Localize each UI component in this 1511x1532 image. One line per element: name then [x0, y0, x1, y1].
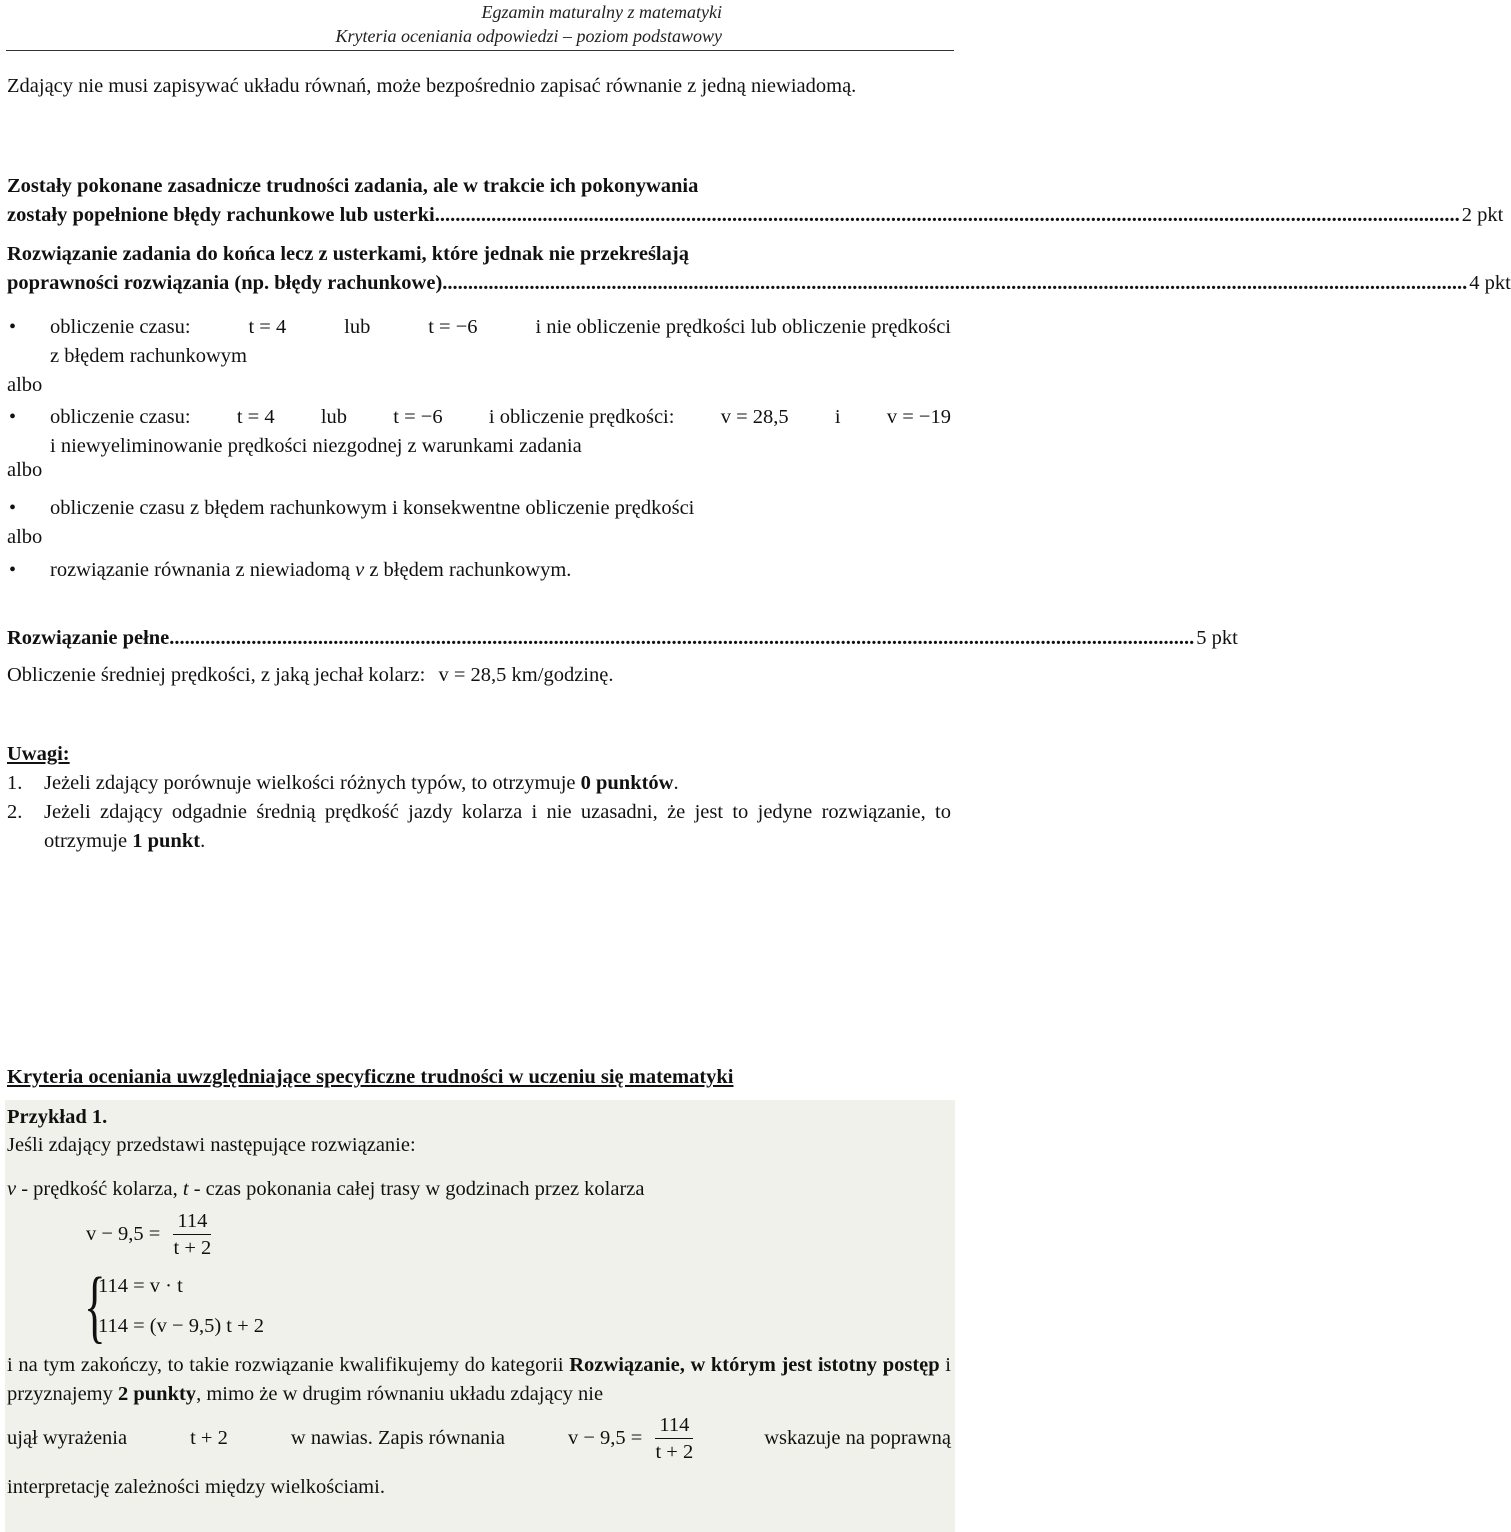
bullet-1-lub: lub: [344, 316, 371, 338]
criterion-2pkt-line2: zostały popełnione błędy rachunkowe lub usterki: [7, 204, 435, 226]
def-v-text: - prędkość kolarza,: [21, 1178, 178, 1200]
header-divider: [6, 50, 954, 51]
criterion-4pkt-line1: Rozwiązanie zadania do końca lecz z usterkami, które jednak nie przekreślają: [7, 243, 689, 265]
example-conclusion-last: interpretację zależności między wielkościami.: [7, 1476, 385, 1498]
conclusion-eq-lhs: v − 9,5 =: [567, 1427, 643, 1449]
def-t-symbol: t: [182, 1178, 189, 1200]
full-solution-text: Obliczenie średniej prędkości, z jaką jechał kolarz:: [7, 664, 426, 686]
header-subtitle: Kryteria oceniania odpowiedzi – poziom podstawowy: [335, 26, 722, 46]
system-eq-1: 114 = v · t: [98, 1275, 183, 1297]
dot-leader: [169, 624, 1194, 653]
conclusion-expr: t + 2: [190, 1427, 228, 1449]
bullet-2-lub: lub: [320, 406, 348, 428]
conclusion-text-g: w nawias. Zapis równania: [290, 1427, 505, 1449]
intro-paragraph: Zdający nie musi zapisywać układu równań, może bezpośrednio zapisać równanie z jedną niewiadomą.: [7, 75, 857, 97]
criteria-section-title: Kryteria oceniania uwzględniające specyficzne trudności w uczeniu się matematyki: [7, 1066, 734, 1088]
note-2-body: [44, 798, 951, 856]
bullet-1-eq2: t = −6: [428, 316, 478, 338]
bullet-2-text2: i obliczenie prędkości:: [488, 406, 675, 428]
criterion-4pkt-line2: poprawności rozwiązania (np. błędy rachunkowe): [7, 272, 443, 294]
bullet-4-text2: z błędem rachunkowym.: [369, 559, 572, 581]
full-solution-eq: v = 28,5: [438, 664, 507, 686]
criterion-5pkt-text: [7, 661, 951, 690]
page-header: [182, 0, 722, 48]
bullet-2-text: • obliczenie czasu:: [50, 406, 191, 428]
criterion-4pkt-points: 4 pkt: [1469, 272, 1511, 294]
note-2-number: 2.: [7, 801, 23, 823]
bullet-4-text: rozwiązanie równania z niewiadomą: [50, 559, 350, 581]
note-1: [7, 769, 951, 798]
criterion-5pkt-points: 5 pkt: [1196, 627, 1238, 649]
conclusion-category: Rozwiązanie, w którym jest istotny postęp: [569, 1354, 940, 1376]
header-title: Egzamin maturalny z matematyki: [481, 2, 722, 22]
criterion-2pkt: [7, 172, 1504, 230]
system-brace: {: [84, 1260, 106, 1351]
example-conclusion: [7, 1351, 951, 1409]
bullet-2-line2: i niewyeliminowanie prędkości niezgodnej z warunkami zadania: [50, 435, 582, 457]
bullet-item-4: [7, 556, 951, 585]
conclusion-text-a: i na tym zakończy, to takie rozwiązanie kwalifikujemy do kategorii: [7, 1354, 564, 1376]
conclusion-text-f: ujął wyrażenia: [7, 1427, 128, 1449]
conclusion-fraction-numerator: 114: [655, 1412, 693, 1439]
conclusion-text-e: , mimo że w drugim równaniu układu zdający nie: [196, 1383, 604, 1405]
bullet-3-text: • obliczenie czasu z błędem rachunkowym i konsekwentne obliczenie prędkości: [50, 497, 695, 519]
conclusion-fraction-denominator: t + 2: [655, 1441, 694, 1463]
albo-3: albo: [7, 526, 43, 548]
note-1-text: Jeżeli zdający porównuje wielkości różnych typów, to otrzymuje: [44, 772, 576, 794]
note-1-number: 1.: [7, 772, 23, 794]
note-1-body: [44, 769, 679, 798]
def-t-text: - czas pokonania całej trasy w godzinach przez kolarza: [193, 1178, 645, 1200]
criterion-5pkt-label: Rozwiązanie pełne: [7, 627, 170, 649]
bullet-item-1: [7, 313, 951, 371]
example-title: Przykład 1.: [7, 1106, 108, 1128]
bullet-item-3: [7, 494, 951, 523]
notes-section: [7, 740, 951, 856]
bullet-2-eq2: t = −6: [393, 406, 443, 428]
note-2: [7, 798, 951, 856]
conclusion-text-c: i przyznajemy: [7, 1354, 951, 1405]
criterion-4pkt: [7, 240, 1511, 298]
bullet-1-text2: i nie obliczenie prędkości lub obliczenie prędkości: [535, 316, 951, 338]
example-equation: [86, 1208, 219, 1261]
fraction-denominator: t + 2: [173, 1237, 212, 1259]
bullet-1-text: • obliczenie czasu:: [50, 316, 191, 338]
bullet-1-line1: [50, 313, 951, 342]
bullet-1-eq1: t = 4: [248, 316, 287, 338]
bullet-2-eq1: t = 4: [236, 406, 275, 428]
bullet-2-eq4: v = −19: [886, 406, 951, 428]
albo-2: albo: [7, 459, 43, 481]
dot-leader: [435, 201, 1460, 230]
equation-fraction: [170, 1208, 216, 1261]
example-definitions: [7, 1175, 951, 1204]
bullet-2-eq3: v = 28,5: [720, 406, 789, 428]
conclusion-fraction: [651, 1412, 697, 1465]
full-solution-unit: km/godzinę.: [511, 664, 614, 686]
note-1-bold: 0 punktów: [580, 772, 674, 794]
bullet-2-i: i: [834, 406, 841, 428]
criterion-2pkt-points: 2 pkt: [1461, 204, 1504, 226]
conclusion-equation: [568, 1412, 701, 1465]
equation-lhs: v − 9,5 =: [86, 1223, 161, 1245]
note-1-end: .: [673, 772, 679, 794]
example-conclusion-line3: [7, 1412, 951, 1465]
criterion-2pkt-line1: Zostały pokonane zasadnicze trudności zadania, ale w trakcie ich pokonywania: [7, 175, 699, 197]
conclusion-points: 2 punkty: [118, 1383, 197, 1405]
system-eq-2: 114 = (v − 9,5) t + 2: [98, 1315, 265, 1337]
def-v-symbol: v: [7, 1178, 17, 1200]
conclusion-text-h: wskazuje na poprawną: [764, 1427, 951, 1449]
notes-title: Uwagi:: [7, 743, 70, 765]
bullet-2-line1: [50, 403, 951, 432]
note-2-end: .: [200, 830, 206, 852]
fraction-numerator: 114: [173, 1208, 211, 1235]
bullet-4-var: v: [355, 559, 365, 581]
criterion-5pkt: [7, 624, 1238, 690]
dot-leader: [442, 269, 1467, 298]
criterion-2pkt-row: [7, 201, 1504, 230]
criterion-4pkt-row: [7, 269, 1511, 298]
bullet-item-2: [7, 403, 951, 461]
note-2-text: Jeżeli zdający odgadnie średnią prędkość jazdy kolarza i nie uzasadni, że jest to jedyne rozwiązanie, to otrzymuje: [44, 801, 951, 852]
criterion-5pkt-row: [7, 624, 1238, 653]
albo-1: albo: [7, 374, 43, 396]
bullet-1-line2: z błędem rachunkowym: [50, 345, 247, 367]
note-2-bold: 1 punkt: [132, 830, 201, 852]
example-intro: Jeśli zdający przedstawi następujące rozwiązanie:: [7, 1134, 416, 1156]
